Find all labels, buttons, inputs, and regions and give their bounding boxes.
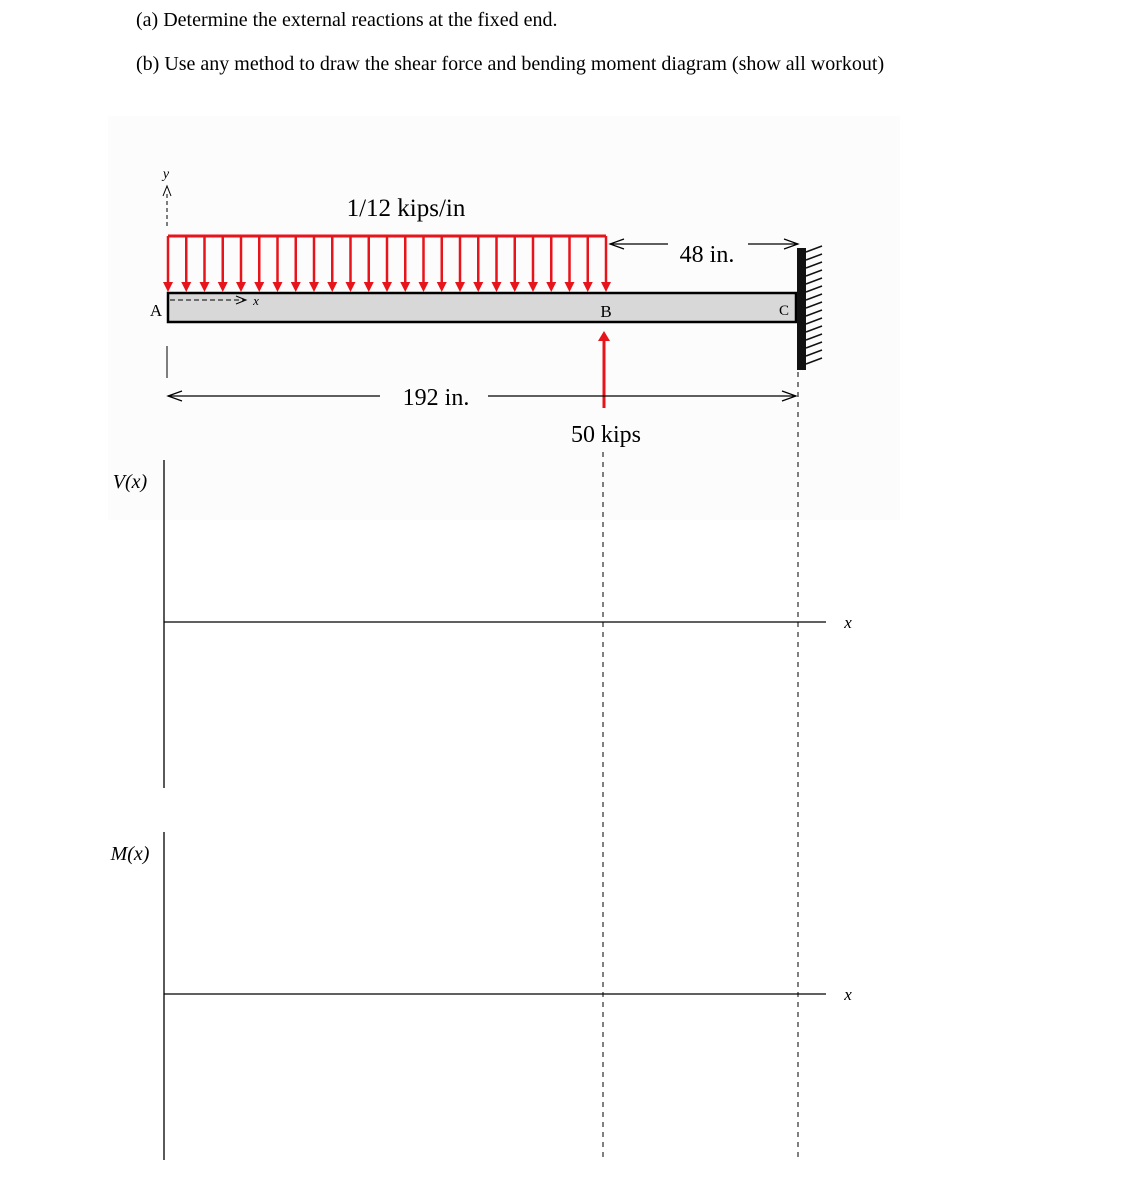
x-axis-label: x <box>253 293 259 308</box>
question-b: (b) Use any method to draw the shear force and bending moment diagram (show all workout) <box>136 53 885 75</box>
dimension-192-label: 192 in. <box>402 385 470 411</box>
moment-label: M(x) <box>110 843 150 865</box>
dimension-48-label: 48 in. <box>679 242 735 268</box>
moment-axis-label: x <box>844 985 852 1004</box>
point-b-label: B <box>600 302 612 321</box>
question-a: (a) Determine the external reactions at the fixed end. <box>136 9 558 31</box>
beam <box>168 293 796 322</box>
shear-axis-label: x <box>844 613 852 632</box>
point-load-label: 50 kips <box>570 422 642 448</box>
point-c-label: C <box>778 303 790 319</box>
y-axis-label: y <box>162 167 170 182</box>
point-a-label: A <box>149 301 163 320</box>
moment-diagram <box>110 832 853 1160</box>
shear-label: V(x) <box>112 471 148 493</box>
distributed-load-label: 1/12 kips/in <box>346 195 466 222</box>
